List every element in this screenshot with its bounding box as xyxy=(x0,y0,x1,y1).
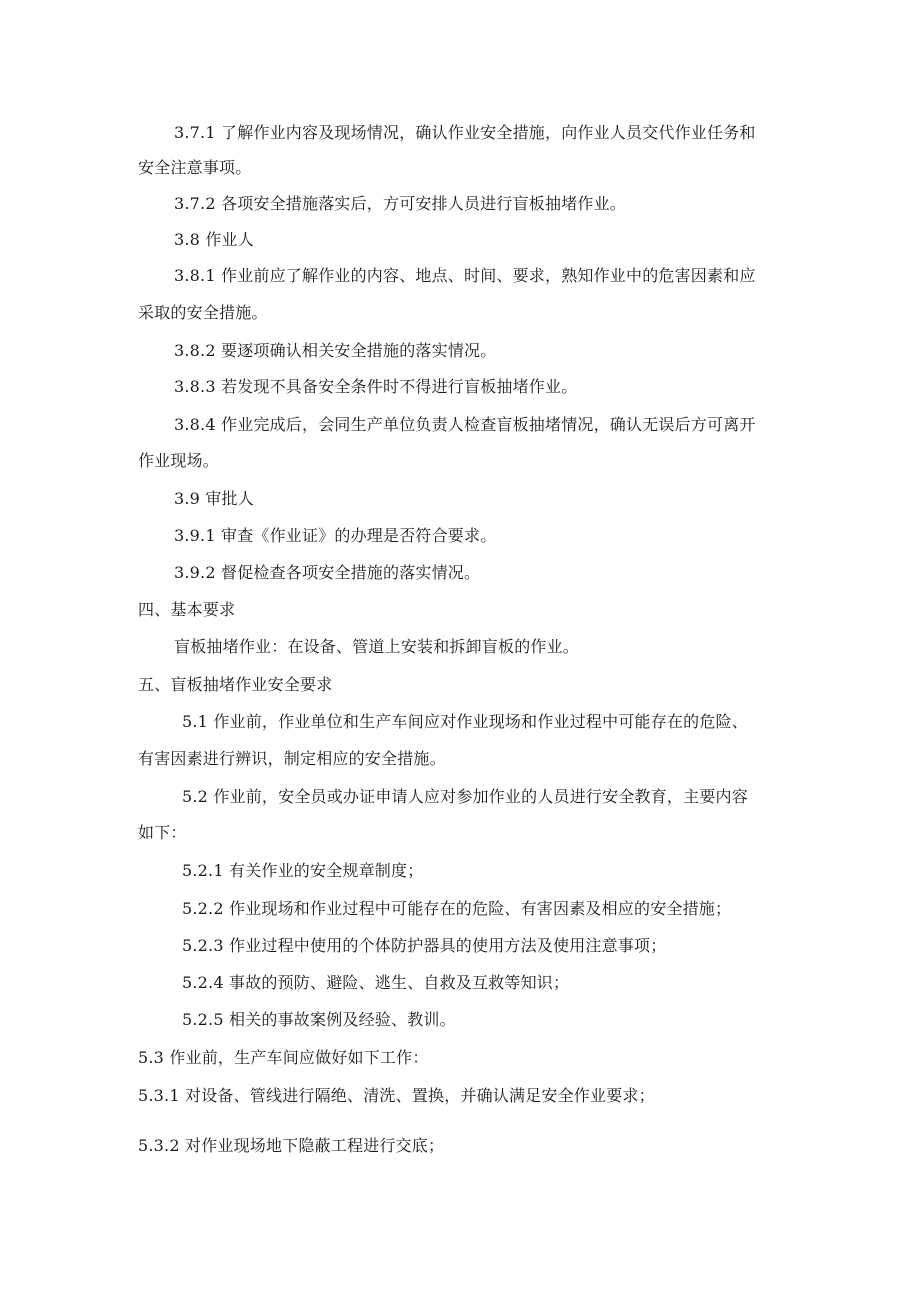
paragraph-line: 作业现场。 xyxy=(138,451,220,470)
chapter-heading: 四、基本要求 xyxy=(138,600,236,619)
list-item: 5.2.5 相关的事故案例及经验、教训。 xyxy=(182,1010,456,1029)
paragraph-line: 如下： xyxy=(138,823,187,842)
paragraph-line: 安全注意事项。 xyxy=(138,158,252,177)
paragraph-line: 盲板抽堵作业：在设备、管道上安装和拆卸盲板的作业。 xyxy=(174,637,580,656)
paragraph-line: 3.7.2 各项安全措施落实后，方可安排人员进行盲板抽堵作业。 xyxy=(174,194,626,213)
paragraph-line: 采取的安全措施。 xyxy=(138,303,268,322)
paragraph-line: 3.9.2 督促检查各项安全措施的落实情况。 xyxy=(174,563,481,582)
paragraph-line: 3.8.1 作业前应了解作业的内容、地点、时间、要求，熟知作业中的危害因素和应 xyxy=(174,266,756,285)
paragraph-line: 3.7.1 了解作业内容及现场情况，确认作业安全措施，向作业人员交代作业任务和 xyxy=(174,123,756,142)
paragraph-line: 5.2 作业前，安全员或办证申请人应对参加作业的人员进行安全教育，主要内容 xyxy=(182,787,748,806)
list-item: 5.2.2 作业现场和作业过程中可能存在的危险、有害因素及相应的安全措施； xyxy=(182,899,732,918)
chapter-heading: 五、盲板抽堵作业安全要求 xyxy=(138,675,333,694)
list-item: 5.2.3 作业过程中使用的个体防护器具的使用方法及使用注意事项； xyxy=(182,936,667,955)
paragraph-line: 3.9.1 审查《作业证》的办理是否符合要求。 xyxy=(174,526,497,545)
section-heading: 3.8 作业人 xyxy=(174,230,254,249)
paragraph-line: 3.8.4 作业完成后，会同生产单位负责人检查盲板抽堵情况，确认无误后方可离开 xyxy=(174,415,756,434)
paragraph-line: 3.8.2 要逐项确认相关安全措施的落实情况。 xyxy=(174,341,497,360)
section-heading: 3.9 审批人 xyxy=(174,489,254,508)
paragraph-line: 3.8.3 若发现不具备安全条件时不得进行盲板抽堵作业。 xyxy=(174,377,578,396)
paragraph-line: 有害因素进行辨识，制定相应的安全措施。 xyxy=(138,749,446,768)
paragraph-line: 5.3 作业前，生产车间应做好如下工作： xyxy=(138,1048,429,1067)
list-item: 5.2.4 事故的预防、避险、逃生、自救及互救等知识； xyxy=(182,973,570,992)
paragraph-line: 5.3.1 对设备、管线进行隔绝、清洗、置换，并确认满足安全作业要求； xyxy=(138,1086,655,1105)
list-item: 5.2.1 有关作业的安全规章制度； xyxy=(182,861,424,880)
paragraph-line: 5.3.2 对作业现场地下隐蔽工程进行交底； xyxy=(138,1136,445,1155)
paragraph-line: 5.1 作业前，作业单位和生产车间应对作业现场和作业过程中可能存在的危险、 xyxy=(182,712,748,731)
